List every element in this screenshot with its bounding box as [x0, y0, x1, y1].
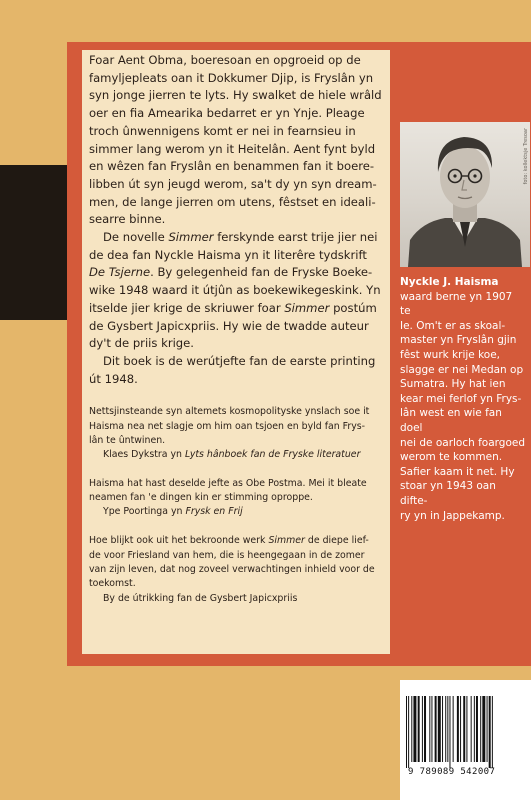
barcode-bar: [431, 696, 432, 762]
quote-line: de diepe lief-: [304, 535, 369, 547]
quote-line: toekomst.: [89, 578, 136, 590]
isbn-number: 9 789089 542007: [408, 767, 496, 777]
quote-line: neamen fan 'e dingen kin er stimming oproppe.: [89, 491, 313, 503]
author-portrait-photo: [400, 122, 530, 267]
barcode-bar: [424, 696, 426, 762]
attribution-author: By de útrikking fan de Gysbert Japicxpriis: [103, 592, 298, 604]
blurb-line: famyljepleats oan it Dokkumer Djip, is Fryslân yn: [89, 70, 374, 85]
blurb-text: itselde jier krige de skriuwer foar: [89, 300, 285, 315]
bio-line: fêst wurk krije koe,: [400, 348, 501, 361]
review-quote-1: [89, 405, 383, 462]
blurb-text: de dea fan Nyckle Haisma yn it literêre tydskrift: [89, 247, 367, 262]
journal-title: De Tsjerne: [89, 265, 151, 280]
barcode-box: [400, 680, 531, 800]
blurb-line: men, de lange jierren om utens, fêstset en ideali-: [89, 194, 376, 209]
photo-credit: foto: kollektsje Tresoar: [523, 128, 529, 185]
blurb-line: searre binne.: [89, 212, 166, 227]
blurb-line: út 1948.: [89, 371, 138, 386]
bio-line: slagge er nei Medan op: [400, 363, 524, 376]
bio-line: lân west en wie fan doel: [400, 407, 502, 434]
quote-attribution: [103, 505, 383, 519]
book-title-simmer: Simmer: [284, 300, 330, 315]
bio-line: Safier kaam it net. Hy: [400, 465, 515, 478]
book-title-simmer: Simmer: [268, 535, 305, 547]
blurb-line: libben út syn jeugd werom, sa't dy yn syn dream-: [89, 176, 377, 191]
quote-line: Nettsjinsteande syn altemets kosmopolityske ynslach soe it: [89, 406, 370, 418]
author-name: Nyckle J. Haisma: [400, 276, 499, 288]
barcode-bar: [408, 696, 409, 768]
attribution-source: Lyts hânboek fan de Fryske literatuer: [184, 449, 361, 461]
barcode-bar: [413, 696, 416, 762]
author-bio: [400, 275, 526, 523]
blurb-text: ferskynde earst trije jier nei: [213, 230, 378, 245]
blurb-line: Dit boek is de werútjefte fan de earste printing: [103, 353, 376, 368]
barcode-bar: [466, 696, 467, 762]
barcode-bar: [482, 696, 485, 762]
attribution-author: Ype Poortinga yn: [103, 506, 186, 518]
quote-line: Haisma nea net slagje om him oan tsjoen en byld fan Frys-: [89, 420, 366, 432]
barcode-bar: [487, 696, 488, 762]
bio-line: Ie. Om't er as skoal-: [400, 319, 506, 332]
quote-line: lân te ûntwinen.: [89, 434, 166, 446]
barcode-bar: [492, 696, 493, 768]
barcode-bar: [476, 696, 478, 762]
blurb-line: oer en fia Amearika bedarret er yn Ynje. Pleage: [89, 106, 365, 121]
quote-text: [89, 477, 383, 506]
blurb-line: troch ûnwennigens komt er nei in fearnsieu in: [89, 123, 356, 138]
blurb-line: syn jonge jierren te lyts. Hy swalket de hiele wrâld: [89, 88, 382, 103]
barcode-bar: [449, 696, 450, 768]
blurb-text: dy't de priis krige.: [89, 336, 194, 351]
bio-line: Sumatra. Hy hat ien: [400, 378, 506, 391]
quote-line: Haisma hat hast deselde jefte as Obe Postma. Mei it bleate: [89, 477, 367, 489]
bio-line: ry yn in Jappekamp.: [400, 509, 505, 522]
barcode-bar: [480, 696, 481, 762]
portrait-drawing: [400, 122, 530, 267]
bio-line: nei de oarloch foargoed: [400, 436, 526, 449]
blurb-text: postúm: [329, 300, 377, 315]
barcode-bar: [471, 696, 472, 762]
review-quote-2: [89, 477, 383, 520]
barcode-bar: [406, 696, 407, 768]
blurb-line: simmer lang werom yn it Heitelân. Aent fynt byld: [89, 141, 376, 156]
barcode-bar: [457, 696, 459, 762]
blurb-line: Foar Aent Obma, boeresoan en opgroeid op de: [89, 53, 361, 67]
quote-line: Hoe blijkt ook uit het bekroonde werk: [89, 535, 269, 547]
barcode-bar: [445, 696, 446, 762]
black-side-bar: [0, 165, 68, 320]
barcode-bar: [422, 696, 423, 762]
blurb-text: . By gelegenheid fan de Fryske Boeke-: [150, 265, 373, 280]
barcode-bar: [460, 696, 461, 762]
barcode-bar: [429, 696, 430, 762]
barcode-bar: [463, 696, 465, 762]
review-quote-3: [89, 534, 383, 605]
blurb-text: de Gysbert Japicxpriis. Hy wie de twadde auteur: [89, 318, 369, 333]
quote-line: de voor Friesland van hem, die is heengegaan in de zomer: [89, 549, 365, 561]
barcode-bar: [447, 696, 448, 762]
blurb-text: wike 1948 waard it útjûn as boekewikegeskink. Yn: [89, 283, 381, 298]
bio-line: stoar yn 1943 oan difte-: [400, 480, 496, 507]
barcode-bar: [489, 696, 491, 768]
barcode-bar: [418, 696, 420, 762]
quote-attribution: [103, 592, 383, 606]
bio-line: kear mei ferlof yn Frys-: [400, 392, 522, 405]
quote-text: [89, 405, 383, 448]
bio-line: werom te kommen.: [400, 451, 503, 464]
blurb-text: De novelle: [103, 230, 169, 245]
book-title-simmer: Simmer: [168, 230, 214, 245]
bio-line: master yn Fryslân gjin: [400, 334, 517, 347]
barcode-bar: [474, 696, 475, 762]
barcode-bar: [435, 696, 437, 762]
barcode-bar: [453, 696, 454, 762]
blurb-paragraph-3: [89, 353, 383, 388]
attribution-author: Klaes Dykstra yn: [103, 449, 185, 461]
blurb-panel: [82, 50, 390, 654]
quote-line: van zijn leven, dat nog zoveel verwachtingen inhield voor de: [89, 564, 375, 576]
barcode-bar: [411, 696, 412, 762]
blurb-paragraph-2: [89, 229, 383, 353]
barcode-bar: [438, 696, 441, 762]
barcode-bar: [442, 696, 443, 762]
blurb-line: en wêzen fan Fryslân en benammen fan it boere-: [89, 159, 375, 174]
bio-line: waard berne yn 1907 te: [400, 290, 513, 318]
quote-attribution: [103, 448, 383, 462]
quote-text: [89, 534, 383, 591]
attribution-source: Frysk en Frij: [185, 506, 243, 518]
blurb-paragraph-1: [89, 52, 383, 229]
barcode: [406, 696, 524, 768]
